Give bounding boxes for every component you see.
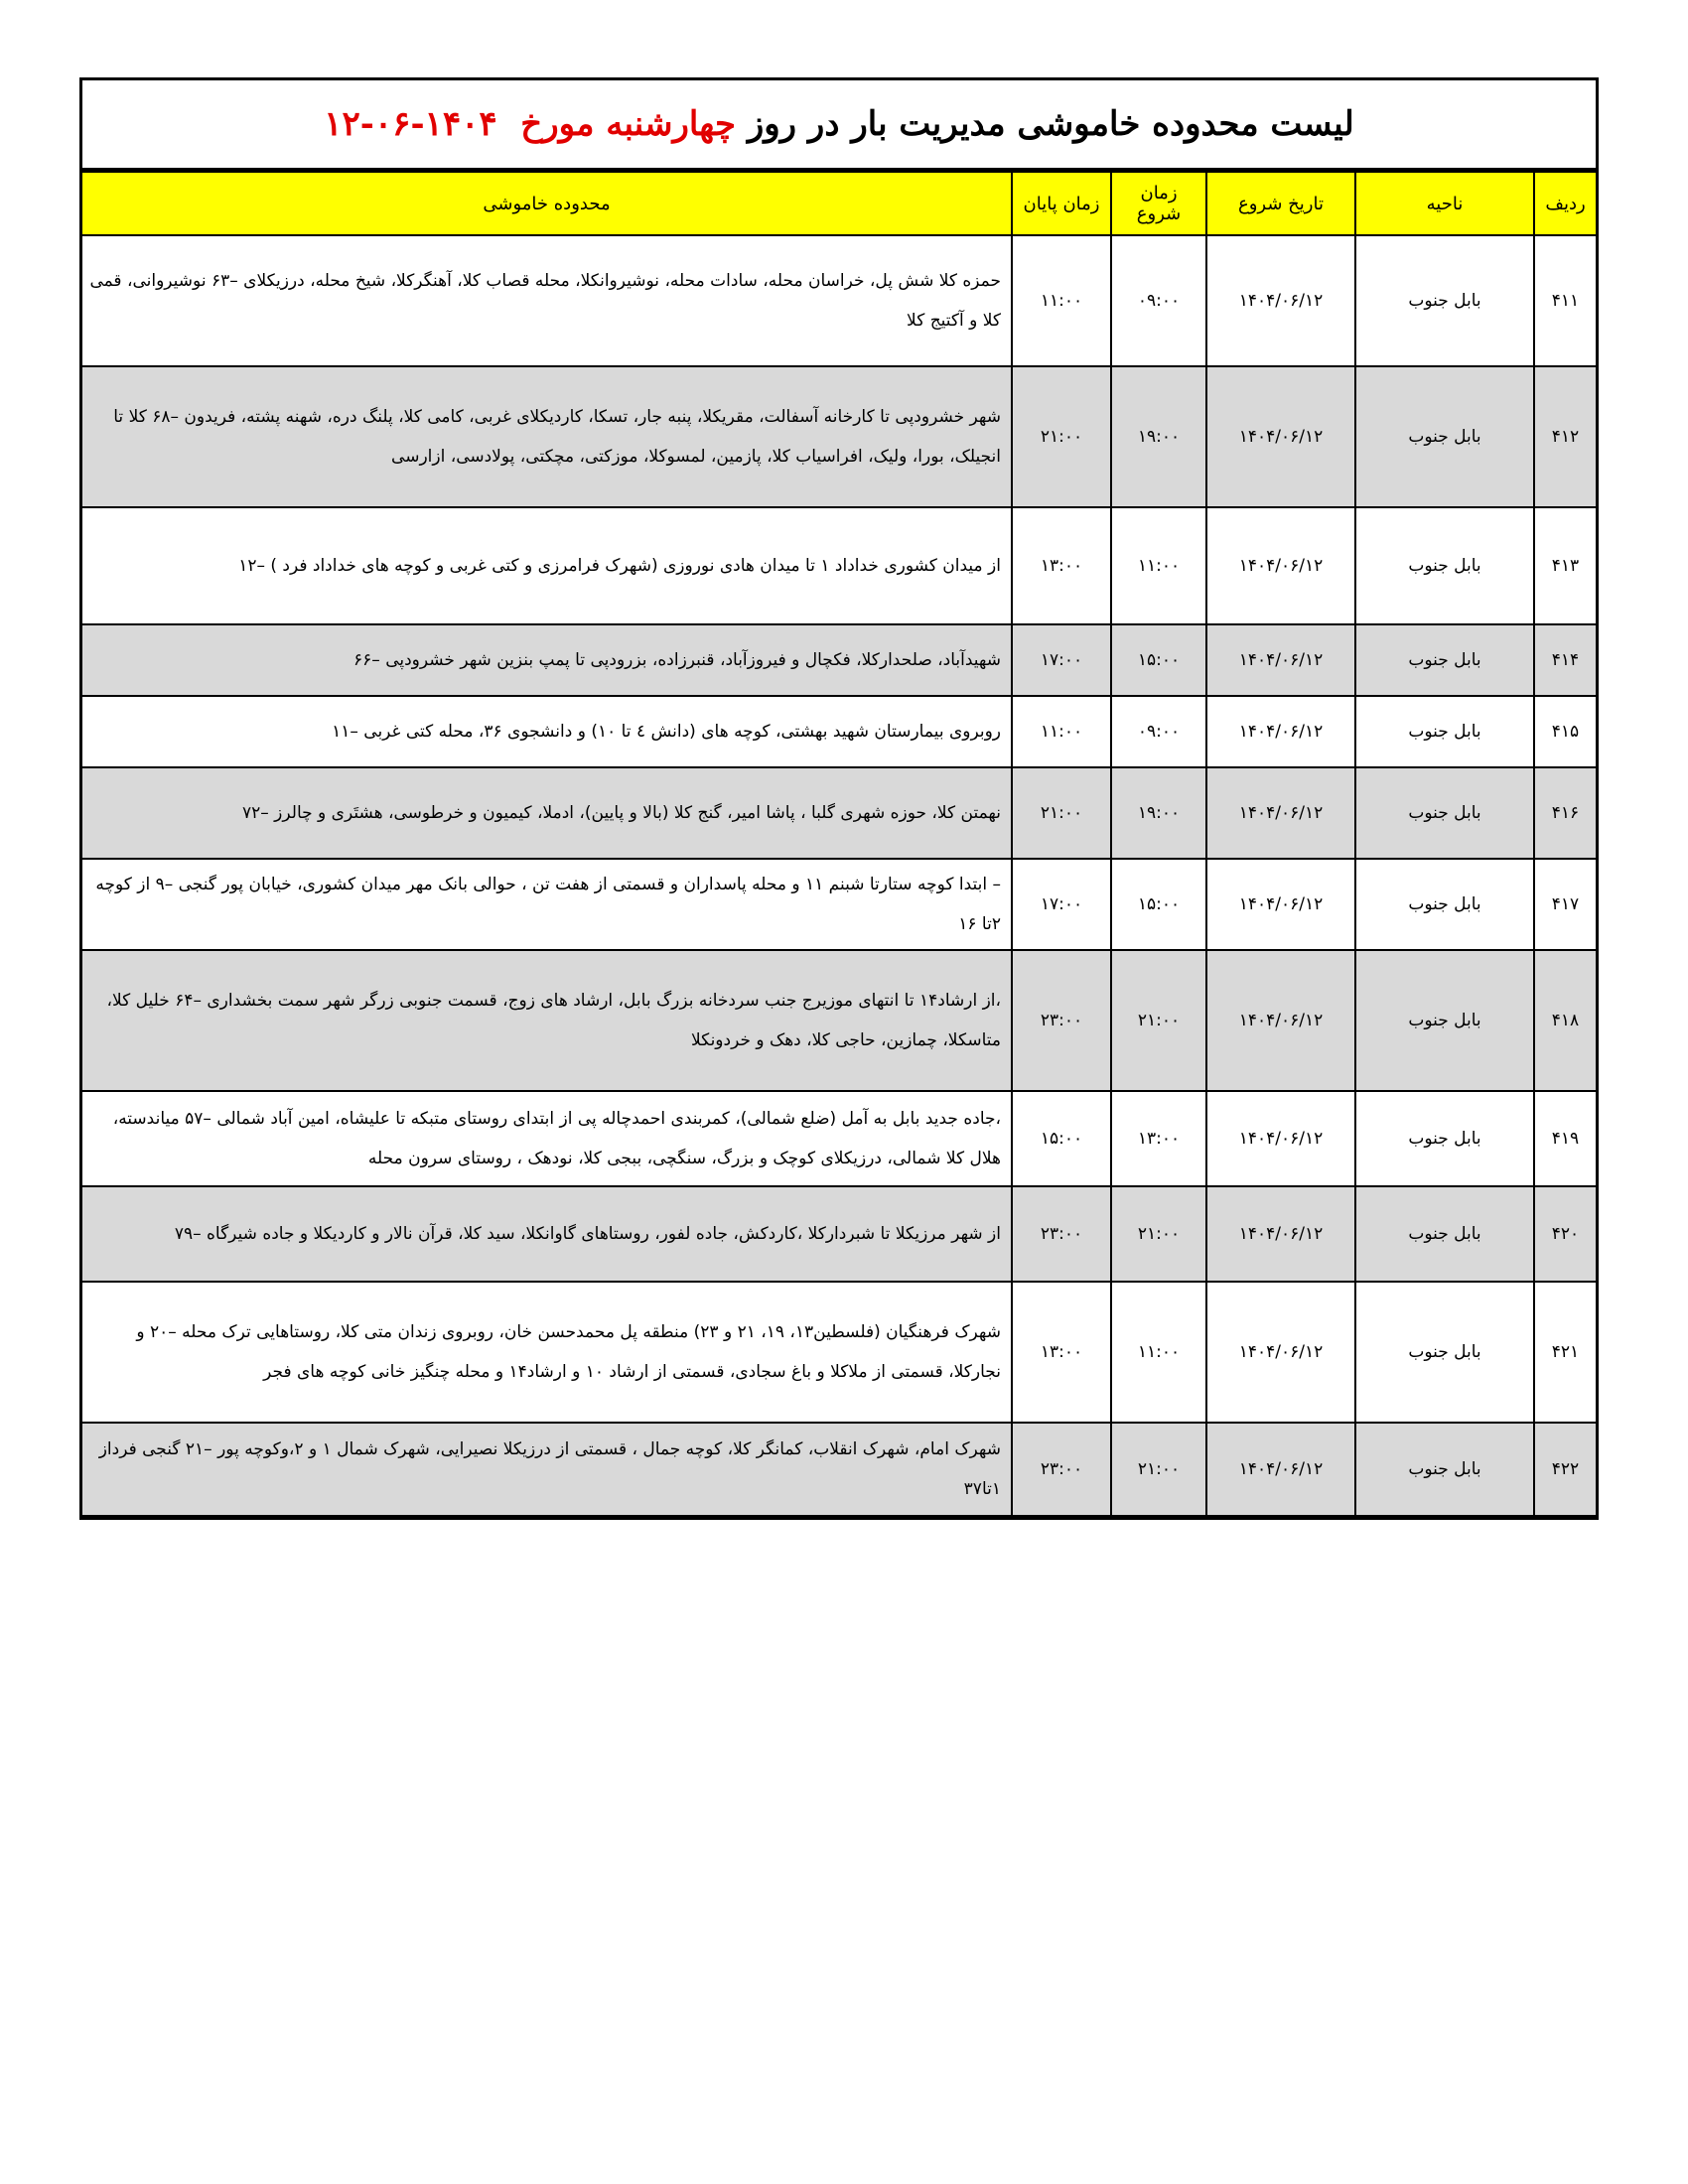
cell-end-time: ۱۳:۰۰ bbox=[1012, 1282, 1111, 1423]
cell-region: بابل جنوب bbox=[1355, 1186, 1534, 1282]
header-end-time: زمان پایان bbox=[1012, 172, 1111, 235]
cell-start-date: ۱۴۰۴/۰۶/۱۲ bbox=[1206, 366, 1355, 507]
cell-start-time: ۰۹:۰۰ bbox=[1111, 696, 1206, 767]
cell-row-number: ۴۱۲ bbox=[1534, 366, 1596, 507]
cell-outage-area: ،جاده جدید بابل به آمل (ضلع شمالی)، کمربندی احمدچاله پی از ابتدای روستای متبکه تا علیشاه، امین آباد شمالی –۵۷ میاندسته، هلال کلا شمالی، درزیکلای کوچک و بزرگ، سنگچی، ببجی کلا، نودهک ، روستای سرون محله bbox=[82, 1091, 1012, 1186]
table-row bbox=[82, 366, 1596, 507]
table-row bbox=[82, 1282, 1596, 1423]
cell-end-time: ۱۷:۰۰ bbox=[1012, 859, 1111, 950]
cell-row-number: ۴۱۹ bbox=[1534, 1091, 1596, 1186]
cell-row-number: ۴۲۱ bbox=[1534, 1282, 1596, 1423]
cell-start-date: ۱۴۰۴/۰۶/۱۲ bbox=[1206, 859, 1355, 950]
cell-start-date: ۱۴۰۴/۰۶/۱۲ bbox=[1206, 624, 1355, 696]
cell-end-time: ۲۳:۰۰ bbox=[1012, 1423, 1111, 1516]
cell-region: بابل جنوب bbox=[1355, 767, 1534, 859]
cell-row-number: ۴۱۶ bbox=[1534, 767, 1596, 859]
title-day: چهارشنبه مورخ bbox=[520, 104, 736, 144]
header-region: ناحیه bbox=[1355, 172, 1534, 235]
cell-start-date: ۱۴۰۴/۰۶/۱۲ bbox=[1206, 1091, 1355, 1186]
cell-end-time: ۱۱:۰۰ bbox=[1012, 696, 1111, 767]
header-start-time: زمان شروع bbox=[1111, 172, 1206, 235]
cell-end-time: ۱۱:۰۰ bbox=[1012, 235, 1111, 366]
cell-region: بابل جنوب bbox=[1355, 366, 1534, 507]
cell-start-date: ۱۴۰۴/۰۶/۱۲ bbox=[1206, 1282, 1355, 1423]
cell-start-time: ۱۹:۰۰ bbox=[1111, 767, 1206, 859]
cell-start-time: ۱۱:۰۰ bbox=[1111, 1282, 1206, 1423]
cell-start-date: ۱۴۰۴/۰۶/۱۲ bbox=[1206, 235, 1355, 366]
title-date: ۱۲-۰۶-۱۴۰۴ bbox=[324, 104, 497, 144]
outage-table bbox=[82, 171, 1596, 1517]
cell-row-number: ۴۱۸ bbox=[1534, 950, 1596, 1091]
cell-end-time: ۲۳:۰۰ bbox=[1012, 1186, 1111, 1282]
cell-start-time: ۱۱:۰۰ bbox=[1111, 507, 1206, 624]
cell-outage-area: شهرک امام، شهرک انقلاب، کمانگر کلا، کوچه جمال ، قسمتی از درزیکلا نصیرایی، شهرک شمال ۱ و ۲،وکوچه پور –۲۱ گنجی فرداز ۱تا۳۷ bbox=[82, 1423, 1012, 1516]
table-row bbox=[82, 1091, 1596, 1186]
cell-outage-area: شهرک فرهنگیان (فلسطین۱۳، ۱۹، ۲۱ و ۲۳) منطقه پل محمدحسن خان، روبروی زندان متی کلا، روستاهایی ترک محله –۲۰ و نجارکلا، قسمتی از ملاکلا و باغ سجادی، قسمتی از ارشاد ۱۰ و ارشاد۱۴ و محله چنگیز خانی کوچه های فجر bbox=[82, 1282, 1012, 1423]
cell-region: بابل جنوب bbox=[1355, 859, 1534, 950]
table-row bbox=[82, 624, 1596, 696]
cell-end-time: ۲۱:۰۰ bbox=[1012, 767, 1111, 859]
header-outage-area: محدوده خاموشی bbox=[82, 172, 1012, 235]
table-row bbox=[82, 1423, 1596, 1516]
cell-region: بابل جنوب bbox=[1355, 1091, 1534, 1186]
cell-start-time: ۱۵:۰۰ bbox=[1111, 859, 1206, 950]
cell-outage-area: ،از ارشاد۱۴ تا انتهای موزیرج جنب سردخانه بزرگ بابل، ارشاد های زوج، قسمت جنوبی زرگر شهر سمت بخشداری –۶۴ خلیل کلا، متاسکلا، چمازین، حاجی کلا، دهک و خردونکلا bbox=[82, 950, 1012, 1091]
cell-region: بابل جنوب bbox=[1355, 950, 1534, 1091]
cell-outage-area: نهمتن کلا، حوزه شهری گلبا ، پاشا امیر، گنج کلا (بالا و پایین)، ادملا، کیمیون و خرطوسی، هشتَری و چالرز –۷۲ bbox=[82, 767, 1012, 859]
cell-start-date: ۱۴۰۴/۰۶/۱۲ bbox=[1206, 950, 1355, 1091]
cell-start-date: ۱۴۰۴/۰۶/۱۲ bbox=[1206, 1186, 1355, 1282]
table-row bbox=[82, 859, 1596, 950]
cell-start-time: ۲۱:۰۰ bbox=[1111, 950, 1206, 1091]
cell-region: بابل جنوب bbox=[1355, 235, 1534, 366]
cell-start-date: ۱۴۰۴/۰۶/۱۲ bbox=[1206, 696, 1355, 767]
cell-end-time: ۱۷:۰۰ bbox=[1012, 624, 1111, 696]
cell-outage-area: شهر خشرودپی تا کارخانه آسفالت، مقریکلا، پنبه جار، تسکا، کاردیکلای غربی، کامی کلا، پلنگ دره، شهنه پشته، فریدون –۶۸ کلا تا انجیلک، بورا، ولیک، افراسیاب کلا، پازمین، لمسوکلا، موزکتی، مچکتی، پولادسی، ازارسی bbox=[82, 366, 1012, 507]
cell-region: بابل جنوب bbox=[1355, 624, 1534, 696]
table-row bbox=[82, 507, 1596, 624]
cell-outage-area: از شهر مرزیکلا تا شبردارکلا ،کاردکش، جاده لفور، روستاهای گاوانکلا، سید کلا، قرآن نالار و کاردیکلا و جاده شیرگاه –۷۹ bbox=[82, 1186, 1012, 1282]
table-row bbox=[82, 235, 1596, 366]
cell-region: بابل جنوب bbox=[1355, 696, 1534, 767]
cell-outage-area: شهیدآباد، صلحدارکلا، فکچال و فیروزآباد، قنبرزاده، بزرودپی تا پمپ بنزین شهر خشرودپی –۶۶ bbox=[82, 624, 1012, 696]
document-frame bbox=[79, 77, 1599, 1520]
table-row bbox=[82, 1186, 1596, 1282]
cell-row-number: ۴۱۴ bbox=[1534, 624, 1596, 696]
cell-start-date: ۱۴۰۴/۰۶/۱۲ bbox=[1206, 1423, 1355, 1516]
cell-start-time: ۱۳:۰۰ bbox=[1111, 1091, 1206, 1186]
cell-end-time: ۲۳:۰۰ bbox=[1012, 950, 1111, 1091]
cell-region: بابل جنوب bbox=[1355, 1282, 1534, 1423]
cell-row-number: ۴۲۲ bbox=[1534, 1423, 1596, 1516]
title-text: لیست محدوده خاموشی مدیریت بار در روز bbox=[747, 104, 1354, 144]
cell-end-time: ۲۱:۰۰ bbox=[1012, 366, 1111, 507]
table-row bbox=[82, 767, 1596, 859]
cell-end-time: ۱۳:۰۰ bbox=[1012, 507, 1111, 624]
header-row-number: ردیف bbox=[1534, 172, 1596, 235]
page-title bbox=[82, 80, 1596, 171]
cell-end-time: ۱۵:۰۰ bbox=[1012, 1091, 1111, 1186]
cell-outage-area: از میدان کشوری خداداد ۱ تا میدان هادی نوروزی (شهرک فرامرزی و کتی غربی و کوچه های خداداد فرد ) –۱۲ bbox=[82, 507, 1012, 624]
table-body bbox=[82, 235, 1596, 1516]
header-start-date: تاریخ شروع bbox=[1206, 172, 1355, 235]
cell-start-time: ۲۱:۰۰ bbox=[1111, 1423, 1206, 1516]
cell-outage-area: روبروی بیمارستان شهید بهشتی، کوچه های (دانش ٤ تا ۱۰) و دانشجوی ۳۶، محله کتی غربی –۱۱ bbox=[82, 696, 1012, 767]
cell-row-number: ۴۱۳ bbox=[1534, 507, 1596, 624]
cell-start-time: ۲۱:۰۰ bbox=[1111, 1186, 1206, 1282]
table-header bbox=[82, 172, 1596, 235]
table-row bbox=[82, 950, 1596, 1091]
cell-outage-area: حمزه کلا شش پل، خراسان محله، سادات محله، نوشیروانکلا، محله قصاب کلا، آهنگرکلا، شیخ محله، درزیکلای –۶۳ نوشیروانی، قمی کلا و آکتیج کلا bbox=[82, 235, 1012, 366]
cell-start-date: ۱۴۰۴/۰۶/۱۲ bbox=[1206, 507, 1355, 624]
cell-start-time: ۱۹:۰۰ bbox=[1111, 366, 1206, 507]
cell-start-time: ۰۹:۰۰ bbox=[1111, 235, 1206, 366]
cell-row-number: ۴۱۷ bbox=[1534, 859, 1596, 950]
cell-region: بابل جنوب bbox=[1355, 507, 1534, 624]
table-row bbox=[82, 696, 1596, 767]
cell-start-time: ۱۵:۰۰ bbox=[1111, 624, 1206, 696]
cell-row-number: ۴۱۱ bbox=[1534, 235, 1596, 366]
cell-row-number: ۴۲۰ bbox=[1534, 1186, 1596, 1282]
cell-row-number: ۴۱۵ bbox=[1534, 696, 1596, 767]
cell-region: بابل جنوب bbox=[1355, 1423, 1534, 1516]
cell-outage-area: – ابتدا کوچه ستارتا شبنم ۱۱ و محله پاسداران و قسمتی از هفت تن ، حوالی بانک مهر میدان کشوری، خیابان پور گنجی –۹ از کوچه ۲تا ۱۶ bbox=[82, 859, 1012, 950]
cell-start-date: ۱۴۰۴/۰۶/۱۲ bbox=[1206, 767, 1355, 859]
